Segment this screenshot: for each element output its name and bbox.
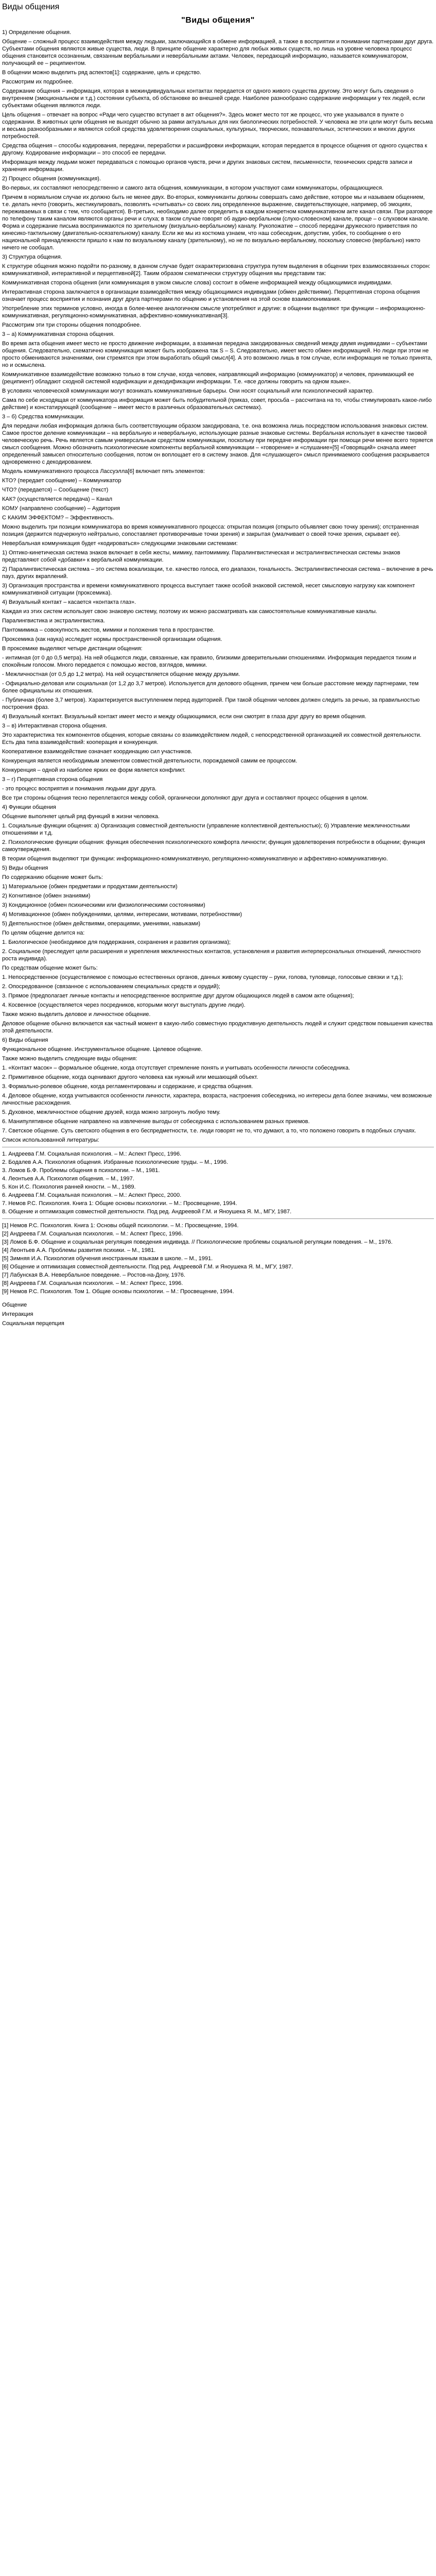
paragraph: В условиях человеческой коммуникации могут возникать коммуникативные барьеры. Они носят социальный или психологический характер. bbox=[2, 388, 374, 394]
paragraph: 3) Структура общения. bbox=[2, 254, 62, 260]
paragraph: Коммуникативное взаимодействие возможно только в том случае, когда человек, направляющий информацию (коммуникатор) и человек, принимающий ее (реципиент) обладают сходной системой кодификации и декодификации информации. Т.е. «все должны говорить на одном языке». bbox=[2, 371, 416, 385]
paragraph: - это процесс восприятия и понимания людьми друг друга. bbox=[2, 786, 157, 792]
paragraph: Во время акта общения имеет место не просто движение информации, а взаимная передача закодированных сведений между двумя индивидами – субъектами общения. Следовательно, схематично коммуникация может быть изображена так S – S. Следовательно, имеет место обмен информацией. Но люди при этом не просто обмениваются значениями, они стремятся при этом выработать общий смысл[4]. А это возможно лишь в том случае, если информация не только принята, но и осмыслена. bbox=[2, 341, 434, 368]
paragraph: 1) Оптико-кинетическая система знаков включает в себя жесты, мимику, пантомимику. Паралингвистическая и экстралингвистическая системы знаков представляют собой «добавки» к вербальной коммуникации. bbox=[2, 550, 402, 563]
reference-item: 3. Ломов Б.Ф. Проблемы общения в психологии. – М., 1981. bbox=[2, 1167, 160, 1174]
paragraph: 1. Биологическое (необходимое для поддержания, сохранения и развития организма); bbox=[2, 939, 231, 945]
paragraph: 2. Социальное (преследует цели расширения и укрепления межличностных контактов, установления и развития интерперсональных отношений, личностного роста индивида). bbox=[2, 948, 423, 962]
document-body bbox=[2, 29, 434, 1144]
paragraph: 2) Когнитивное (обмен знаниями) bbox=[2, 893, 91, 899]
divider bbox=[2, 1218, 434, 1219]
paragraph: Средства общения – способы кодирования, передачи, переработки и расшифровки информации, которая передается в процессе общения от одного существа к другому. Кодирование информации – это способ ее передачи. bbox=[2, 143, 429, 156]
tag-item: Социальная перцепция bbox=[2, 1320, 64, 1327]
paragraph: 4) Функции общения bbox=[2, 804, 56, 810]
paragraph: 4. Косвенное (осуществляется через посредников, которыми могут выступать другие люди). bbox=[2, 1002, 246, 1008]
paragraph: Рассмотрим их подробнее. bbox=[2, 79, 74, 85]
paragraph: К структуре общения можно подойти по-разному, в данном случае будет охарактеризована структура путем выделения в общении трех взаимосвязанных сторон: коммуникативной, интерактивной и перцептивной[2]. Таким образом схематически структуру общения мы представим так: bbox=[2, 263, 432, 277]
paragraph: 3 – г) Перцептивная сторона общения bbox=[2, 776, 103, 783]
paragraph: Конкуренция является необходимым элементом совместной деятельности, порождаемой самим ее процессом. bbox=[2, 758, 298, 764]
reference-item: 2. Бодалев А.А. Психология общения. Избранные психологические труды. – М., 1996. bbox=[2, 1159, 228, 1165]
reference-item: 4. Леонтьев А.А. Психология общения. – М., 1997. bbox=[2, 1176, 134, 1182]
paragraph: 5) Деятельностное (обмен действиями, операциями, умениями, навыками) bbox=[2, 921, 201, 927]
footnote-item: [2] Андреева Г.М. Социальная психология. – М.: Аспект Пресс, 1996. bbox=[2, 1231, 183, 1237]
paragraph: КАК? (осуществляется передача) – Канал bbox=[2, 496, 113, 502]
paragraph: 7. Светское общение. Суть светского общения в его беспредметности, т.е. люди говорят не то, что думают, а то, что положено говорить в подобных случаях. bbox=[2, 1128, 416, 1134]
paragraph: Содержание общения – информация, которая в межиндивидуальных контактах передается от одного живого существа другому. Это могут быть сведения о внутреннем (эмоциональном и т.д.) состоянии субъекта, об обстановке во внешней среде. Наиболее разнообразно содержание информации у тех людей, если субъектами общения являются люди. bbox=[2, 88, 427, 109]
paragraph: 3 – а) Коммуникативная сторона общения. bbox=[2, 331, 115, 337]
footnote-item: [6] Общение и оптимизация совместной деятельности. Под ред. Андреевой Г.М. и Яноушека Я. М., МГУ, 1987. bbox=[2, 1264, 293, 1270]
document-title: "Виды общения" bbox=[181, 16, 255, 25]
footnote-item: [8] Андреева Г.М. Социальная психология. – М.: Аспект Пресс, 1996. bbox=[2, 1280, 183, 1286]
paragraph: Можно выделить три позиции коммуникатора во время коммуникативного процесса: открытая позиция (открыто объявляет свою точку зрения); отстраненная позиция (держится подчеркнуто нейтрально, сопоставляет противоречивые точки зрения) и закрытая (умалчивает о своей точке зрения, скрывает ее). bbox=[2, 524, 421, 537]
reference-item: 6. Андреева Г.М. Социальная психология. – М.: Аспект Пресс, 2000. bbox=[2, 1192, 182, 1198]
references-list bbox=[2, 1150, 434, 1215]
paragraph: 2. Опосредованное (связанное с использованием специальных средств и орудий); bbox=[2, 984, 220, 990]
paragraph: Общение – сложный процесс взаимодействия между людьми, заключающийся в обмене информацией, а также в восприятии и понимании партнерами друг друга. Субъектами общения являются живые существа, люди. В принципе общение характерно для любых живых существ, но лишь на уровне человека процесс общения становится осознанным, связанным вербальными и невербальными актами. Человек, передающий информацию, называется коммуникатором, получающий ее – реципиентом. bbox=[2, 39, 435, 66]
paragraph: 1) Материальное (обмен предметами и продуктами деятельности) bbox=[2, 884, 178, 890]
paragraph: 3) Организация пространства и времени коммуникативного процесса выступает также особой знаковой системой, несет смысловую нагрузку как компонент коммуникативной ситуации (проксемика). bbox=[2, 583, 417, 596]
paragraph: ЧТО? (передается) – Сообщение (текст) bbox=[2, 487, 109, 493]
paragraph: Модель коммуникативного процесса Лассуэлла[6] включает пять элементов: bbox=[2, 468, 205, 474]
paragraph: По целям общение делится на: bbox=[2, 930, 85, 936]
footnote-item: [4] Леонтьев А.А. Проблемы развития психики. – М., 1981. bbox=[2, 1247, 156, 1253]
paragraph: Каждая из этих систем использует свою знаковую систему, поэтому их можно рассматривать как самостоятельные коммуникативные каналы. bbox=[2, 608, 377, 615]
paragraph: Невербальная коммуникация будет «кодироваться» следующими знаковыми системами: bbox=[2, 540, 238, 547]
paragraph: 4. Деловое общение, когда учитываются особенности личности, характера, возраста, настроения собеседника, но интересы дела более значимы, чем возможные личностные расхождения. bbox=[2, 1093, 434, 1106]
paragraph: Функциональное общение. Инструментальное общение. Целевое общение. bbox=[2, 1046, 203, 1053]
paragraph: Пантомимика – совокупность жестов, мимики и положения тела в пространстве. bbox=[2, 627, 215, 633]
paragraph: КОМУ (направлено сообщение) – Аудитория bbox=[2, 505, 120, 512]
footnote-item: [9] Немов Р.С. Психология. Том 1. Общие основы психологии. – М.: Просвещение, 1994. bbox=[2, 1289, 234, 1295]
paragraph: 5) Виды общения bbox=[2, 865, 48, 871]
paragraph: - Публичная (более 3,7 метров). Характеризуется выступлением перед аудиторией. При такой общении человек должен следить за речью, за правильностью построения фраз. bbox=[2, 697, 422, 710]
paragraph: В теории общения выделяют три функции: информационно-коммуникативную, регуляционно-коммуникативную и аффективно-коммуникативную. bbox=[2, 856, 388, 862]
paragraph: 1. «Контакт масок» – формальное общение, когда отсутствует стремление понять и учитывать особенности личности собеседника. bbox=[2, 1065, 351, 1071]
paragraph: 3. Прямое (предполагает личные контакты и непосредственное восприятие друг другом общающихся людей в самом акте общения); bbox=[2, 993, 354, 999]
footnote-item: [7] Лабунская В.А. Невербальное поведение. – Ростов-на-Дону, 1976. bbox=[2, 1272, 185, 1278]
paragraph: - Межличностная (от 0,5 до 1,2 метра). На ней осуществляется общение между друзьями. bbox=[2, 671, 240, 677]
paragraph: С КАКИМ ЭФФЕКТОМ? – Эффективность. bbox=[2, 515, 114, 521]
reference-item: 5. Кон И.С. Психология ранней юности. – М., 1989. bbox=[2, 1184, 136, 1190]
paragraph: Список использованной литературы: bbox=[2, 1137, 99, 1143]
paragraph: Деловое общение обычно включается как частный момент в какую-либо совместную продуктивную деятельность людей и служит средством повышения качества этой деятельности. bbox=[2, 1021, 434, 1034]
paragraph: По содержанию общение может быть: bbox=[2, 874, 103, 880]
reference-item: 8. Общение и оптимизация совместной деятельности. Под ред. Андреевой Г.М. и Яноушека Я. М., МГУ, 1987. bbox=[2, 1209, 292, 1215]
footnote-item: [3] Ломов Б.Ф. Общение и социальная регуляция поведения индивида. // Психологические проблемы социальной регуляции поведения. – М., 1976. bbox=[2, 1239, 393, 1245]
paragraph: 5. Духовное, межличностное общение друзей, когда можно затронуть любую тему. bbox=[2, 1109, 221, 1115]
paragraph: Употребление этих терминов условно, иногда в более-менее аналогичном смысле употребляют и другие: в общении выделяют три функции – информационно-коммуникативная, регуляционно-коммуникативная, аффективно-коммуникативная[3]. bbox=[2, 306, 426, 319]
paragraph: В проксемике выделяют четыре дистанции общения: bbox=[2, 646, 143, 652]
paragraph: 2. Примитивное общение, когда оценивают другого человека как нужный или мешающий объект. bbox=[2, 1074, 258, 1080]
paragraph: Рассмотрим эти три стороны общения поподробнее. bbox=[2, 322, 142, 328]
paragraph: 4) Мотивационное (обмен побуждениями, целями, интересами, мотивами, потребностями) bbox=[2, 911, 242, 918]
paragraph: Общение выполняет целый ряд функций в жизни человека. bbox=[2, 814, 160, 820]
paragraph: Также можно выделить деловое и личностное общение. bbox=[2, 1011, 151, 1018]
paragraph: 2. Психологические функции общения: функция обеспечения психологического комфорта личности; функция удовлетворения потребности в общении; функция самоутверждения. bbox=[2, 839, 427, 853]
paragraph: Также можно выделить следующие виды общения: bbox=[2, 1056, 137, 1062]
paragraph: Информация между людьми может передаваться с помощью органов чувств, речи и других знаковых систем, письменности, технических средств записи и хранения информации. bbox=[2, 159, 414, 173]
tag-item: Общение bbox=[2, 1302, 27, 1308]
paragraph: 1) Определение общения. bbox=[2, 29, 72, 36]
paragraph: Это характеристика тех компонентов общения, которые связаны со взаимодействием людей, с непосредственной организацией их совместной деятельности. Есть два типа взаимодействий: кооперация и конкуренция. bbox=[2, 732, 423, 745]
paragraph: Причем в нормальном случае их должно быть не менее двух. Во-вторых, коммуниканты должны совершать само действие, которое мы и называем общением, т.е. делать нечто (говорить, жестикулировать, позволять «считывать» со своих лиц определенное выражение, свидетельствующее, например, об эмоциях, переживаемых в связи с тем, что сообщается). В-третьих, необходимо далее определить в каждом конкретном коммуникативном акте канал связи. При разговоре по телефону таким каналом являются органы речи и слуха; в таком случае говорят об аудио-вербальном (слухо-словесном) канале, проще – о слуховом канале. Форма и содержание письма воспринимаются по зрительному (визуально-вербальному) каналу. Рукопожатие – способ передачи дружеского приветствия по кинесико-тактильному (двигательно-осязательному) каналу. Если же мы из костюма узнаем, что наш собеседник, допустим, узбек, то сообщение о его национальной принадлежности пришло к нам по визуальному каналу (зрительному), но не по визуально-вербальному, поскольку словесно (вербально) никто ничего не сообщал. bbox=[2, 194, 434, 251]
paragraph: Конкуренция – одной из наиболее ярких ее форм является конфликт. bbox=[2, 767, 186, 773]
paragraph: Во-первых, их составляют непосредственно и самого акта общения, коммуникации, в котором участвуют сами коммуникаторы, обращающиеся. bbox=[2, 185, 383, 191]
paragraph: 6. Манипулятивное общение направлено на извлечение выгоды от собеседника с использованием разных приемов. bbox=[2, 1118, 310, 1125]
tag-list bbox=[2, 1301, 434, 1327]
paragraph: Цель общения – отвечает на вопрос «Ради чего существо вступает в акт общения?». Здесь может место тот же процесс, что уже указывался в пункте о содержании. В животных цели общения не выходят обычно за рамки актуальных для них биологических потребностей. У человека же эти цели могут быть весьма и весьма разнообразными и являются собой средства удовлетворения социальных, культурных, творческих, познавательных, эстетических и многих других потребностей. bbox=[2, 112, 434, 140]
paragraph: 3. Формально-ролевое общение, когда регламентированы и содержание, и средства общения. bbox=[2, 1083, 253, 1090]
paragraph: - Официально-деловая или социальная (от 1,2 до 3,7 метров). Используется для делового общения, причем чем больше расстояние между партнерами, тем более официальны их отношения. bbox=[2, 681, 421, 694]
footnote-item: [5] Зимняя И.А. Психология обучения иностранным языкам в школе. – М., 1991. bbox=[2, 1256, 213, 1262]
tag-item: Интеракция bbox=[2, 1311, 33, 1317]
paragraph: 2) Паралингвистическая система – это система вокализации, т.е. качество голоса, его диапазон, тональность. Экстралингвистическая система – включение в речь пауз, других вкраплений. bbox=[2, 566, 435, 580]
reference-item: 1. Андреева Г.М. Социальная психология. – М.: Аспект Пресс, 1996. bbox=[2, 1151, 182, 1157]
paragraph: КТО? (передает сообщение) – Коммуникатор bbox=[2, 478, 121, 484]
page-header-title: Виды общения bbox=[2, 3, 60, 11]
paragraph: 3) Кондиционное (обмен психическими или физиологическими состояниями) bbox=[2, 902, 205, 908]
paragraph: 1. Непосредственное (осуществляемое с помощью естественных органов, данных живому существу – руки, голова, туловище, голосовые связки и т.д.); bbox=[2, 974, 403, 980]
paragraph: 1. Социальные функции общения: а) Организация совместной деятельности (управление коллективной деятельностью); б) Управление межличностными отношениями и т.д. bbox=[2, 823, 412, 836]
footnote-item: [1] Немов Р.С. Психология. Книга 1: Основы общей психологии. – М.: Просвещение, 1994. bbox=[2, 1223, 239, 1229]
paragraph: Коммуникативная сторона общения (или коммуникация в узком смысле слова) состоит в обмене информацией между общающимися индивидами. bbox=[2, 280, 393, 286]
paragraph: Все три стороны общения тесно переплетаются между собой, органически дополняют друг друга и составляют процесс общения в целом. bbox=[2, 795, 369, 801]
paragraph: - интимная (от 0 до 0,5 метра). На ней общаются люди, связанные, как правило, близкими доверительными отношениями. Информация передается тихим и спокойным голосом. Много передается с помощью жестов, взглядов, мимики. bbox=[2, 655, 418, 668]
paragraph: 3 – в) Интерактивная сторона общения. bbox=[2, 723, 108, 729]
paragraph: 3 – б) Средства коммуникации. bbox=[2, 414, 84, 420]
paragraph: По средствам общение может быть: bbox=[2, 965, 98, 971]
paragraph: Сама по себе исходящая от коммуникатора информация может быть побудительной (приказ, совет, просьба – рассчитана на то, чтобы стимулировать какое-либо действие) и констатирующей (сообщение – имеет место в различных образовательных системах). bbox=[2, 397, 433, 411]
paragraph: Проксемика (как наука) исследует нормы пространственной организации общения. bbox=[2, 636, 222, 642]
paragraph: 4) Визуальный контакт. Визуальный контакт имеет место и между общающимися, если они смотрят в глаза друг другу во время общения. bbox=[2, 714, 367, 720]
footnotes-list bbox=[2, 1222, 434, 1295]
paragraph: 4) Визуальный контакт – касается «контакта глаз». bbox=[2, 599, 136, 605]
paragraph: Паралингвистика и экстралингвистика. bbox=[2, 618, 105, 624]
paragraph: 2) Процесс общения (коммуникация). bbox=[2, 176, 101, 182]
reference-item: 7. Немов Р.С. Психология. Книга 1: Общие основы психологии. – М.: Просвещение, 1994. bbox=[2, 1200, 237, 1207]
paragraph: В общении можно выделить ряд аспектов[1]: содержание, цель и средство. bbox=[2, 70, 201, 76]
paragraph: Кооперативное взаимодействие означает координацию сил участников. bbox=[2, 749, 193, 755]
paragraph: Интерактивная сторона заключается в организации взаимодействия между общающимися индивидами (обмен действиями). Перцептивная сторона общения означает процесс восприятия и познания друг друга партнерами по общению и установления на этой основе взаимопонимания. bbox=[2, 289, 422, 302]
paragraph: Для передачи любая информация должна быть соответствующим образом закодирована, т.е. она возможна лишь посредством использования знаковых систем. Самое простое деление коммуникации – на вербальную и невербальную, использующие разные знаковые системы. Вербальная использует в качестве таковой человеческую речь. Речь является самым универсальным средством коммуникации, поскольку при передаче информации при помощи речи менее всего теряется смысл сообщения. Можно обозначить психологические компоненты вербальной коммуникации – «говорение» и «слушание»[5] «Говорящий» сначала имеет определенный замысел относительно сообщения, потом он воплощает его в систему знаков. Для «слушающего» смысл принимаемого сообщения раскрывается одновременно с декодированием. bbox=[2, 423, 434, 465]
paragraph: 6) Виды общения bbox=[2, 1037, 48, 1043]
